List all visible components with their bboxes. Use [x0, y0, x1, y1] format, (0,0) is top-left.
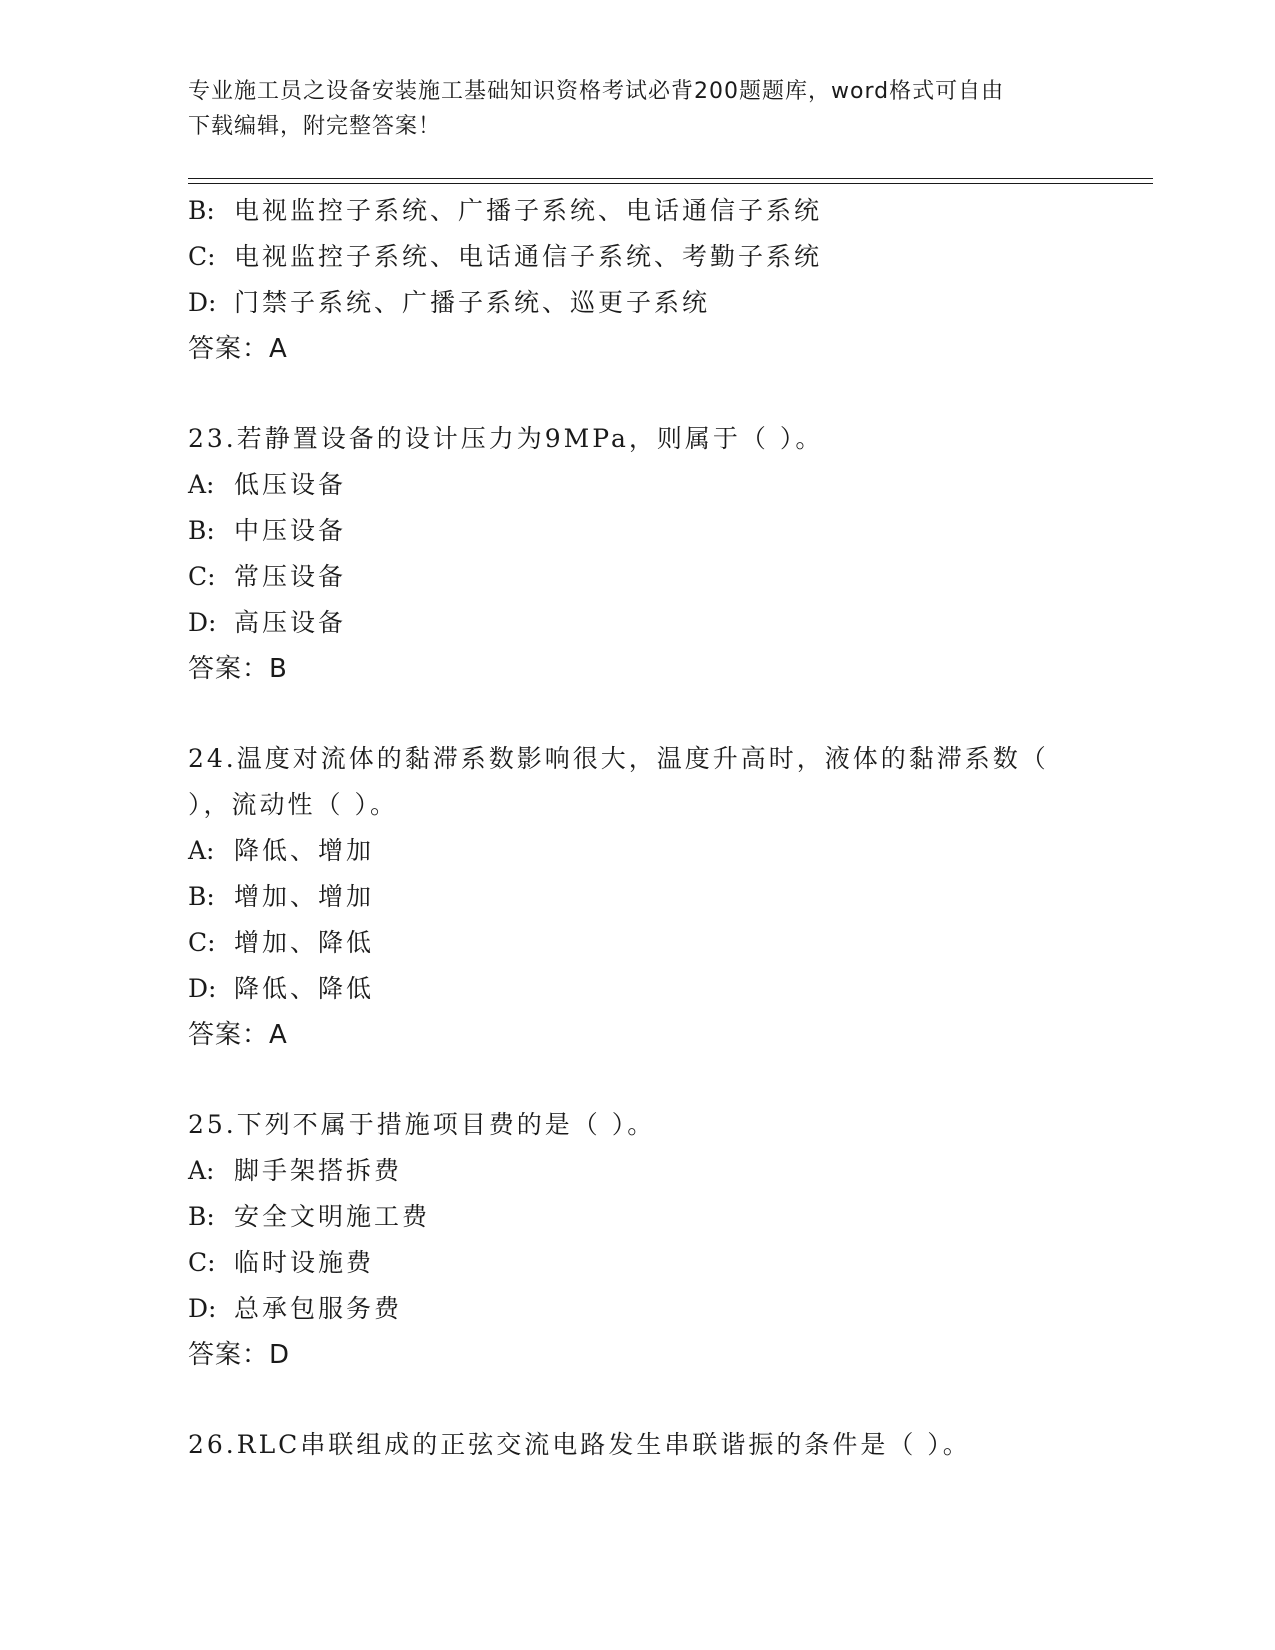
option-letter: B:	[188, 516, 215, 545]
header-divider	[188, 178, 1153, 179]
question-25	[188, 1102, 1118, 1378]
option-b	[188, 874, 1118, 920]
question-text: 23.若静置设备的设计压力为9MPa，则属于（ ）。	[188, 424, 824, 453]
option-text: 常压设备	[234, 562, 347, 591]
option-text: 电视监控子系统、电话通信子系统、考勤子系统	[234, 242, 823, 271]
option-a	[188, 828, 1118, 874]
question-content	[188, 188, 1118, 1468]
option-text: 低压设备	[234, 470, 347, 499]
option-b	[188, 188, 1118, 234]
question-24	[188, 736, 1118, 1058]
option-letter: C:	[188, 242, 216, 271]
question-text-continued: ），流动性（ ）。	[188, 790, 398, 819]
option-text: 中压设备	[234, 516, 347, 545]
option-text: 增加、降低	[234, 928, 375, 957]
option-c	[188, 554, 1118, 600]
option-c	[188, 1240, 1118, 1286]
option-d	[188, 600, 1118, 646]
option-text: 脚手架搭拆费	[234, 1156, 403, 1185]
option-text: 高压设备	[234, 608, 347, 637]
option-letter: A:	[188, 836, 215, 865]
question-26	[188, 1422, 1118, 1468]
header-line-1: 专业施工员之设备安装施工基础知识资格考试必背200题题库，word格式可自由	[188, 79, 1005, 104]
question-text: 25.下列不属于措施项目费的是（ ）。	[188, 1110, 656, 1139]
option-letter: C:	[188, 1248, 216, 1277]
option-letter: D:	[188, 974, 217, 1003]
option-letter: C:	[188, 562, 216, 591]
option-d	[188, 1286, 1118, 1332]
option-c	[188, 234, 1118, 280]
option-text: 总承包服务费	[234, 1294, 403, 1323]
option-letter: B:	[188, 196, 215, 225]
page-header	[188, 74, 1068, 144]
option-letter: D:	[188, 608, 217, 637]
option-letter: B:	[188, 882, 215, 911]
option-letter: A:	[188, 1156, 215, 1185]
option-letter: D:	[188, 1294, 217, 1323]
option-text: 降低、增加	[234, 836, 375, 865]
question-22-continued	[188, 188, 1118, 372]
header-line-2: 下载编辑，附完整答案！	[188, 114, 442, 139]
option-d	[188, 280, 1118, 326]
header-divider	[188, 183, 1153, 184]
option-text: 门禁子系统、广播子系统、巡更子系统	[234, 288, 711, 317]
option-letter: A:	[188, 470, 215, 499]
option-letter: D:	[188, 288, 217, 317]
answer: 答案：B	[188, 654, 288, 684]
option-a	[188, 1148, 1118, 1194]
option-text: 临时设施费	[234, 1248, 375, 1277]
answer: 答案：A	[188, 334, 288, 364]
option-text: 降低、降低	[234, 974, 375, 1003]
question-text: 24.温度对流体的黏滞系数影响很大，温度升高时，液体的黏滞系数（	[188, 744, 1049, 773]
option-letter: B:	[188, 1202, 215, 1231]
option-text: 电视监控子系统、广播子系统、电话通信子系统	[234, 196, 823, 225]
option-c	[188, 920, 1118, 966]
option-b	[188, 508, 1118, 554]
option-text: 安全文明施工费	[234, 1202, 431, 1231]
question-text: 26.RLC串联组成的正弦交流电路发生串联谐振的条件是（ ）。	[188, 1430, 971, 1459]
option-letter: C:	[188, 928, 216, 957]
question-23	[188, 416, 1118, 692]
option-a	[188, 462, 1118, 508]
answer: 答案：A	[188, 1020, 288, 1050]
option-d	[188, 966, 1118, 1012]
option-text: 增加、增加	[234, 882, 375, 911]
option-b	[188, 1194, 1118, 1240]
answer: 答案：D	[188, 1340, 291, 1370]
